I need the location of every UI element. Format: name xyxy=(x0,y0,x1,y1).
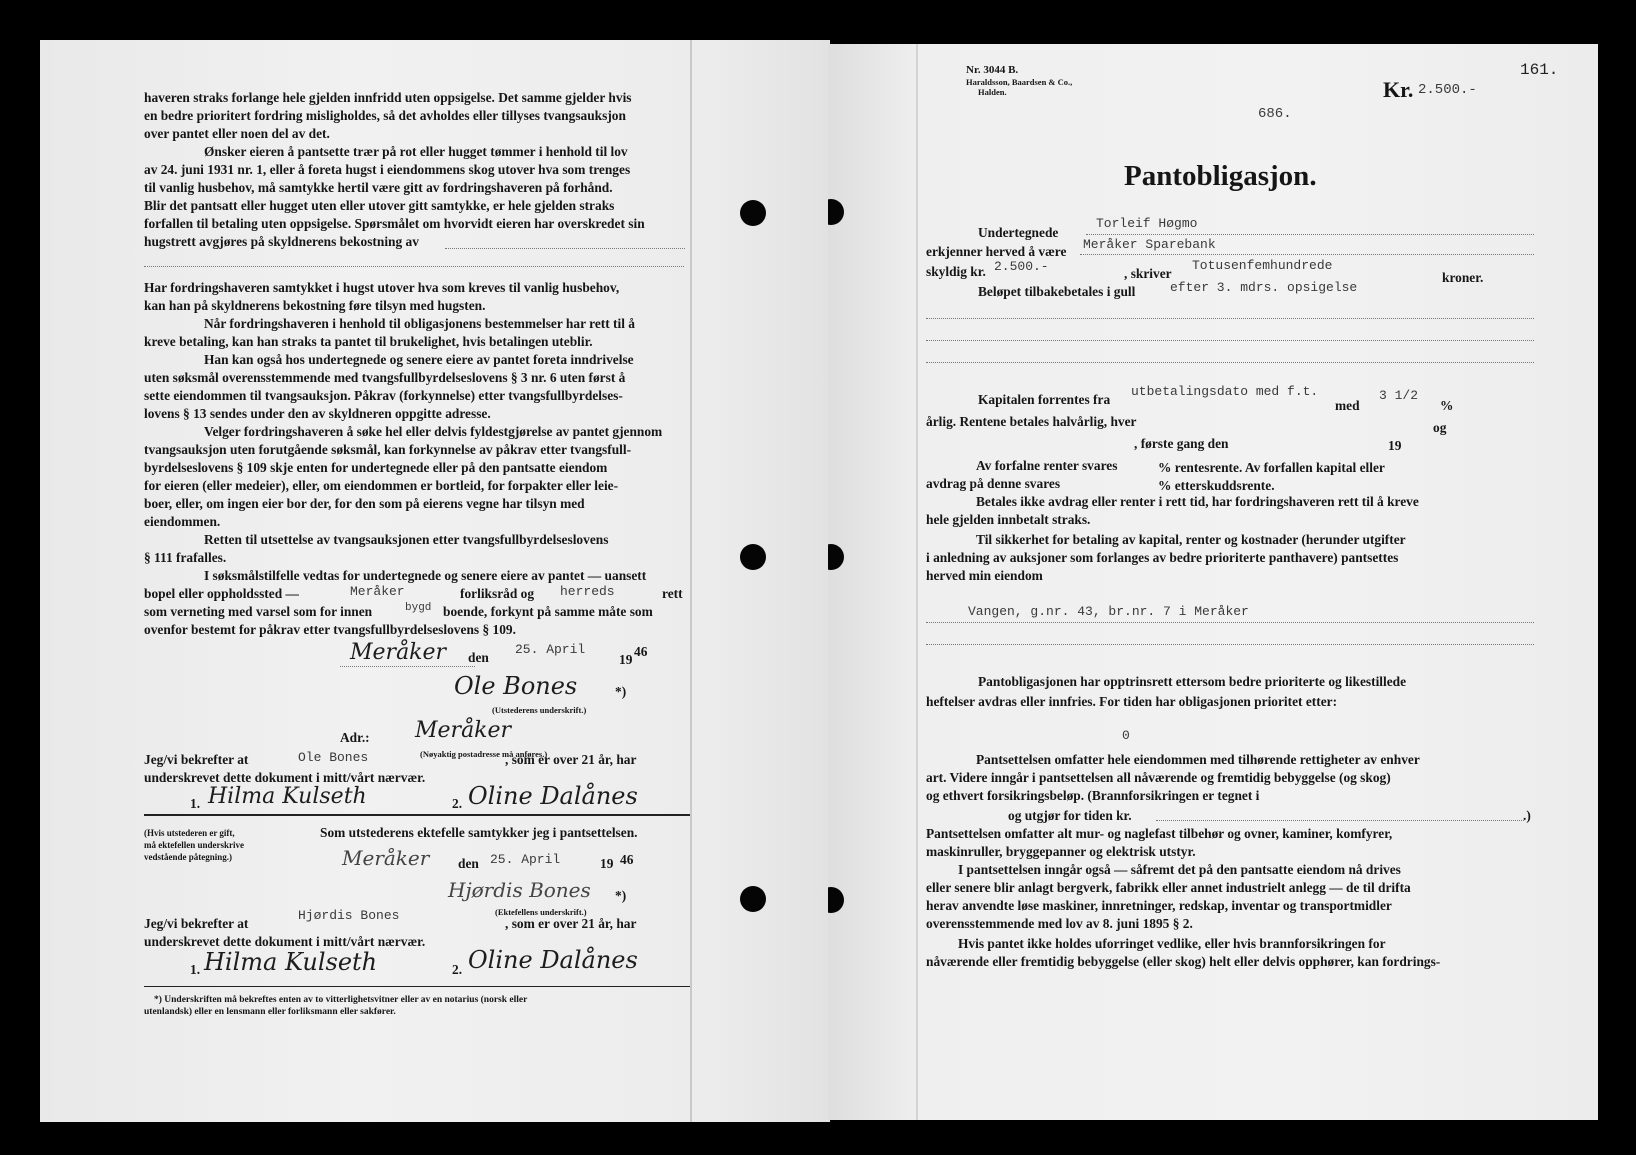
section-divider xyxy=(144,814,690,816)
text-line: erkjenner herved å være xyxy=(926,244,1067,259)
spouse-note-line: vedstående påtegning.) xyxy=(144,852,233,862)
page-fold-line xyxy=(690,40,692,1122)
venue-bygd: bygd xyxy=(405,602,432,614)
text-line: Kapitalen forrentes fra xyxy=(978,392,1111,407)
text-line: ovenfor bestemt for påkrav etter tvangsfullbyrdelseslovens § 109. xyxy=(144,622,516,637)
text-line: .) xyxy=(1523,808,1531,823)
blank-line xyxy=(926,318,1534,320)
text-line: Velger fordringshaveren å søke hel eller delvis fyldestgjørelse av pantet gjennom xyxy=(204,424,663,439)
witness-number: 2. xyxy=(452,796,463,811)
text-line: Retten til utsettelse av tvangsauksjonen etter tvangsfullbyrdelseslovens xyxy=(204,532,609,547)
text-line: bopel eller oppholdssted — xyxy=(144,586,299,601)
property-description: Vangen, g.nr. 43, br.nr. 7 i Meråker xyxy=(968,604,1249,619)
owed-amount: 2.500.- xyxy=(994,259,1049,274)
witness-number: 1. xyxy=(190,962,201,977)
issuer-caption: (Utstederens underskrift.) xyxy=(492,705,587,715)
year-suffix: 46 xyxy=(634,644,648,659)
blank-line xyxy=(926,644,1534,646)
text-line: av 24. juni 1931 nr. 1, eller å foreta hugst i eiendommens skog utover hva som trenges xyxy=(144,162,631,177)
debtor-name: Torleif Høgmo xyxy=(1096,216,1198,231)
document-number: 686. xyxy=(1258,106,1292,122)
text-line: boer, eller, om ingen eier bor der, for den som på eierens vegne har tilsyn med xyxy=(144,496,585,511)
year-suffix: 46 xyxy=(620,852,634,867)
blank-line xyxy=(445,248,685,250)
blank-line xyxy=(1080,254,1534,256)
text-line: Når fordringshaveren i henhold til obligasjonens bestemmelser har rett til å xyxy=(204,316,635,331)
year-prefix: 19 xyxy=(600,856,614,871)
text-line: og utgjør for tiden kr. xyxy=(1008,808,1132,823)
text-line: 19 xyxy=(1388,438,1402,453)
address-label: Adr.: xyxy=(340,730,370,745)
printer-city: Halden. xyxy=(978,87,1007,97)
text-line: I søksmålstilfelle vedtas for undertegnede og senere eiere av pantet — uansett xyxy=(204,568,647,583)
creditor-name: Meråker Sparebank xyxy=(1083,237,1216,252)
text-line: den xyxy=(458,856,479,871)
printer-name: Haraldsson, Baardsen & Co., xyxy=(966,77,1073,87)
text-line: art. Videre inngår i pantsettelsen all nåværende og fremtidig bebyggelse (og skog) xyxy=(926,770,1391,785)
text-line: Pantsettelsen omfatter hele eiendommen med tilhørende rettigheter av enhver xyxy=(976,752,1420,767)
footnote-line: *) Underskriften må bekreftes enten av to vitterlighetsvitner eller av en notarius (norsk eller xyxy=(154,995,528,1005)
text-line: Han kan også hos undertegnede og senere eiere av pantet foreta inndrivelse xyxy=(204,352,634,367)
text-line: Jeg/vi bekrefter at xyxy=(144,916,249,931)
text-line: skyldig kr. xyxy=(926,264,986,279)
text-line: % rentesrente. Av forfallen kapital eller xyxy=(1158,460,1385,475)
text-line: Betales ikke avdrag eller renter i rett tid, har fordringshaveren rett til å kreve xyxy=(976,494,1419,509)
text-line: Jeg/vi bekrefter at xyxy=(144,752,249,767)
binder-hole xyxy=(740,200,766,226)
text-line: Pantobligasjonen har opptrinsrett ettersom bedre prioriterte og likestillede xyxy=(978,674,1407,689)
form-number: Nr. 3044 B. xyxy=(966,64,1019,76)
text-line: kan han på skyldnerens bekostning føre tilsyn med hugsten. xyxy=(144,298,486,313)
text-line: , som er over 21 år, har xyxy=(505,916,637,931)
document-title: Pantobligasjon. xyxy=(1124,160,1317,192)
page-fold-line xyxy=(916,44,918,1120)
witness-signature: Hilma Kulseth xyxy=(204,948,378,976)
text-line: Til sikkerhet for betaling av kapital, renter og kostnader (herunder utgifter xyxy=(976,532,1406,547)
text-line: eller senere blir anlagt bergverk, fabrikk eller annet industrielt anlegg — de til drifta xyxy=(926,880,1411,895)
venue-court: herreds xyxy=(560,584,615,599)
amount-value: 2.500.- xyxy=(1418,82,1477,98)
text-line: Beløpet tilbakebetales i gull xyxy=(978,284,1136,299)
text-line: byrdelseslovens § 109 skje enten for undertegnede eller på den pantsatte eiendom xyxy=(144,460,608,475)
text-line: rett xyxy=(662,586,683,601)
text-line: heftelser avdras eller innfries. For tiden har obligasjonen prioritet etter: xyxy=(926,694,1338,709)
sign-date: 25. April xyxy=(515,642,586,657)
repayment-terms: efter 3. mdrs. opsigelse xyxy=(1170,280,1358,295)
priority-value: 0 xyxy=(1122,728,1130,743)
blank-line xyxy=(926,362,1534,364)
witness-signature: Oline Dalånes xyxy=(468,782,638,810)
text-line: , som er over 21 år, har xyxy=(505,752,637,767)
text-line: hele gjelden innbetalt straks. xyxy=(926,512,1091,527)
text-line: overensstemmende med lov av 8. juni 1895 § 2. xyxy=(926,916,1193,931)
text-line: Blir det pantsatt eller hugget uten eller utover gitt samtykke, er hele gjelden straks xyxy=(144,198,615,213)
text-line: tvangsauksjon uten forutgående søksmål, kan forkynnelse av påkrav etter tvangsfull- xyxy=(144,442,632,457)
footnote-star: *) xyxy=(615,684,627,699)
section-divider xyxy=(144,986,690,987)
text-line: hugstrett avgjøres på skyldnerens bekostning av xyxy=(144,234,419,249)
spouse-date: 25. April xyxy=(490,852,561,867)
text-line: Som utstederens ektefelle samtykker jeg i pantsettelsen. xyxy=(320,825,638,840)
text-line: avdrag på denne svares xyxy=(926,476,1061,491)
binder-hole xyxy=(828,887,844,913)
witness-signature: Oline Dalånes xyxy=(468,946,638,974)
page-number: 161. xyxy=(1520,61,1559,79)
interest-rate: 3 1/2 xyxy=(1379,388,1419,403)
footnote-star: *) xyxy=(615,888,627,903)
issuer-signature: Ole Bones xyxy=(454,672,578,700)
text-line: boende, forkynt på samme måte som xyxy=(443,604,653,619)
text-line: en bedre prioritert fordring misligholdes, så det avholdes eller tillyses tvangsauksjon xyxy=(144,108,626,123)
witness-number: 2. xyxy=(452,962,463,977)
percent-sign: % xyxy=(1440,398,1454,413)
spouse-signature: Hjørdis Bones xyxy=(448,878,591,902)
text-line: og ethvert forsikringsbeløp. (Brannforsikringen er tegnet i xyxy=(926,788,1260,803)
text-line: § 111 frafalles. xyxy=(144,550,227,565)
text-line: kroner. xyxy=(1442,270,1484,285)
amount-label: Kr. xyxy=(1383,77,1414,102)
text-line: årlig. Rentene betales halvårlig, hver xyxy=(926,414,1137,429)
spouse-place: Meråker xyxy=(342,846,430,870)
blank-line xyxy=(144,266,684,268)
text-line: den xyxy=(468,650,489,665)
witness-number: 1. xyxy=(190,796,201,811)
text-line: I pantsettelsen inngår også — såfremt det på den pantsatte eiendom nå drives xyxy=(958,862,1401,877)
right-page xyxy=(828,44,1598,1120)
text-line: Pantsettelsen omfatter alt mur- og naglefast tilbehør og ovner, kaminer, komfyrer, xyxy=(926,826,1393,841)
text-line: Ønsker eieren å pantsette trær på rot eller hugget tømmer i henhold til lov xyxy=(204,144,628,159)
text-line: % etterskuddsrente. xyxy=(1158,478,1275,493)
witnessed-name: Ole Bones xyxy=(298,750,369,765)
text-line: , skriver xyxy=(1124,266,1172,281)
text-line: maskinruller, bryggepanner og elektrisk utstyr. xyxy=(926,844,1196,859)
spouse-note-line: må ektefellen underskrive xyxy=(144,840,244,850)
text-line: kreve betaling, kan han straks ta pantet til brukelighet, hvis betalingen uteblir. xyxy=(144,334,593,349)
binder-hole xyxy=(828,199,844,225)
text-line: forfallen til betaling uten oppsigelse. Spørsmålet om hvorvidt eieren har overskredet sin xyxy=(144,216,645,231)
text-line: Av forfalne renter svares xyxy=(976,458,1118,473)
witness-signature: Hilma Kulseth xyxy=(208,784,367,809)
text-line: i anledning av auksjoner som forlanges av bedre prioriterte panthavere) pantsettes xyxy=(926,550,1399,565)
witnessed-name: Hjørdis Bones xyxy=(298,908,400,923)
interest-from: utbetalingsdato med f.t. xyxy=(1131,384,1319,399)
binder-hole xyxy=(740,544,766,570)
spouse-note-line: (Hvis utstederen er gift, xyxy=(144,828,235,838)
binder-hole xyxy=(828,544,844,570)
text-line: underskrevet dette dokument i mitt/vårt nærvær. xyxy=(144,770,426,785)
text-line: haveren straks forlange hele gjelden innfridd uten oppsigelse. Det samme gjelder hvis xyxy=(144,90,632,105)
text-line: lovens § 13 sendes under den av skyldneren oppgitte adresse. xyxy=(144,406,491,421)
text-line: som verneting med varsel som for innen xyxy=(144,604,373,619)
blank-line xyxy=(1086,234,1534,236)
text-line: eiendommen. xyxy=(144,514,221,529)
year-prefix: 19 xyxy=(619,652,633,667)
blank-line xyxy=(1156,820,1524,822)
address-caption: (Nøyaktig postadresse må anføres.) xyxy=(420,749,548,759)
text-line: Har fordringshaveren samtykket i hugst utover hva som kreves til vanlig husbehov, xyxy=(144,280,620,295)
blank-line xyxy=(340,666,475,668)
address-value: Meråker xyxy=(415,718,512,743)
binder-hole xyxy=(740,886,766,912)
venue-place: Meråker xyxy=(350,584,405,599)
text-line: over pantet eller noen del av det. xyxy=(144,126,330,141)
text-line: , første gang den xyxy=(1134,436,1229,451)
footnote-line: utenlandsk) eller en lensmann eller forliksmann eller sakfører. xyxy=(144,1007,396,1017)
text-line: Hvis pantet ikke holdes uforringet vedlike, eller hvis brannforsikringen for xyxy=(958,936,1386,951)
left-page xyxy=(40,40,830,1122)
text-line: herav anvendte løse maskiner, innretninger, redskap, inventar og transportmidler xyxy=(926,898,1392,913)
text-line: Undertegnede xyxy=(978,225,1059,240)
sign-place: Meråker xyxy=(350,640,447,665)
text-line: sette eiendommen til tvangsauksjon. Påkrav (forkynnelse) etter tvangsfullbyrdelses- xyxy=(144,388,623,403)
text-line: med xyxy=(1335,398,1360,413)
text-line: til vanlig husbehov, må samtykke hertil være gitt av fordringshaveren på forhånd. xyxy=(144,180,613,195)
amount-in-words: Totusenfemhundrede xyxy=(1192,258,1333,273)
text-line: herved min eiendom xyxy=(926,568,1043,583)
text-line: for eieren (eller medeier), eller, om eiendommen er bortleid, for forpakter eller leie- xyxy=(144,478,619,493)
text-line: nåværende eller fremtidig bebyggelse (eller skog) helt eller delvis opphører, kan fordrings- xyxy=(926,954,1441,969)
text-line: forliksråd og xyxy=(460,586,535,601)
blank-line xyxy=(926,340,1534,342)
text-line: uten søksmål overensstemmende med tvangsfullbyrdelseslovens § 3 nr. 6 uten først å xyxy=(144,370,626,385)
blank-line xyxy=(926,622,1534,624)
text-line: underskrevet dette dokument i mitt/vårt nærvær. xyxy=(144,934,426,949)
text-line: og xyxy=(1433,420,1447,435)
spouse-caption: (Ektefellens underskrift.) xyxy=(495,907,587,917)
